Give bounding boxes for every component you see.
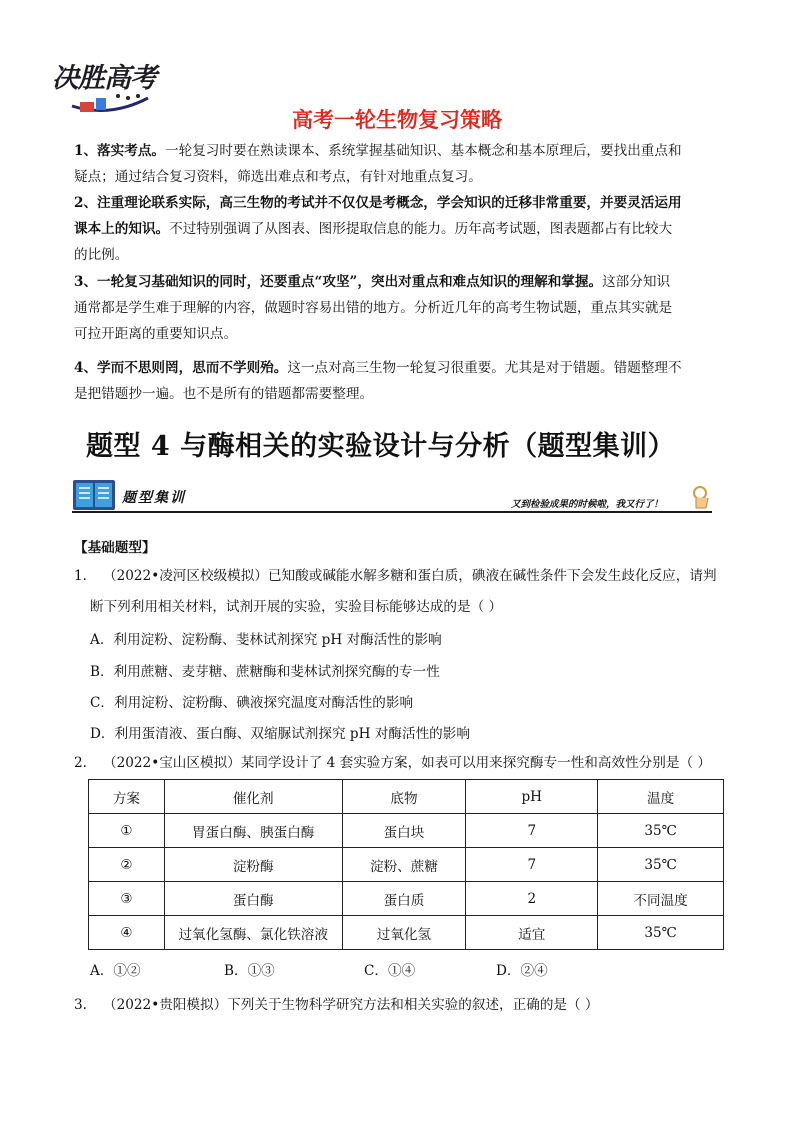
tip-4-line-1: 这一点对高三生物一轮复习很重要。尤其是对于错题。错题整理不 [287,360,682,376]
tip-3-line-2: 通常都是学生难于理解的内容，做题时容易出错的地方。分析近几年的高考生物试题，重点其实就是 [74,300,673,316]
question-3 [74,994,734,1016]
tip-2-line-3: 的比例。 [74,247,129,263]
document-title: 高考一轮生物复习策略 [292,108,502,132]
book-icon [72,478,116,512]
table-cell: 7 [466,814,598,848]
tip-3-line-3: 可拉开距离的重要知识点。 [74,326,238,342]
table-cell: 过氧化氢酶、氯化铁溶液 [164,916,342,950]
ok-hand-icon [690,484,712,510]
table-header: 催化剂 [164,780,342,814]
table-cell: 淀粉酶 [164,848,342,882]
question-2-option-c[interactable]: C．①④ [364,963,416,979]
tip-2-line-2: 不过特别强调了从图表、图形提取信息的能力。历年高考试题，图表题都占有比较大 [169,221,673,237]
table-header: 方案 [89,780,165,814]
sub-heading: 【基础题型】 [74,540,156,556]
question-1-number: 1. [74,568,87,584]
table-cell: ③ [89,882,165,916]
table-header: pH [466,780,598,814]
question-2 [74,752,734,774]
tip-4-heading: 4、学而不思则罔，思而不学则殆。 [74,360,288,376]
table-cell: 7 [466,848,598,882]
table-cell: 过氧化氢 [342,916,466,950]
tip-1 [74,138,724,190]
tip-1-heading: 1、落实考点。 [74,143,166,159]
table-row [89,916,724,950]
question-2-number: 2. [74,755,87,771]
table-cell: 胃蛋白酶、胰蛋白酶 [164,814,342,848]
question-1-line-1: （2022•凌河区校级模拟）已知酸或碱能水解多糖和蛋白质，碘液在碱性条件下会发生歧化反应，请判 [103,568,717,584]
question-2-line-1: （2022•宝山区模拟）某同学设计了 4 套实验方案，如表可以用来探究酶专一性和高效性分别是（ ） [103,755,711,771]
section-title: 题型 4 与酶相关的实验设计与分析（题型集训） [86,431,676,462]
table-cell: 35℃ [598,814,724,848]
tip-2-heading-2: 课本上的知识。 [74,221,170,237]
tip-1-line-1: 一轮复习时要在熟读课本、系统掌握基础知识、基本概念和基本原理后，要找出重点和 [165,143,682,159]
logo-text: 决胜高考 [52,63,156,94]
tip-4 [74,355,724,407]
table-header-row [89,780,724,814]
table-header: 底物 [342,780,466,814]
table-header: 温度 [598,780,724,814]
table-cell: 35℃ [598,848,724,882]
table-cell: ② [89,848,165,882]
experiment-table [88,779,724,950]
table-row [89,882,724,916]
question-1-option-c[interactable]: C．利用淀粉、淀粉酶、碘液探究温度对酶活性的影响 [90,695,414,711]
question-1-option-b[interactable]: B．利用蔗糖、麦芽糖、蔗糖酶和斐林试剂探究酶的专一性 [90,664,440,680]
banner-label: 题型集训 [122,490,186,506]
question-3-number: 3. [74,997,87,1013]
tip-3-heading: 3、一轮复习基础知识的同时，还要重点“攻坚”，突出对重点和难点知识的理解和掌握。 [74,274,603,290]
question-1 [74,565,734,618]
table-cell: 不同温度 [598,882,724,916]
banner-divider [72,511,712,513]
tip-4-line-2: 是把错题抄一遍。也不是所有的错题都需要整理。 [74,386,374,402]
table-cell: 35℃ [598,916,724,950]
tip-2 [74,190,724,268]
table-cell: 适宜 [466,916,598,950]
table-cell: 蛋白酶 [164,882,342,916]
table-cell: ④ [89,916,165,950]
tip-2-heading-1: 2、注重理论联系实际，高三生物的考试并不仅仅是考概念，学会知识的迁移非常重要，并要灵活运用 [74,195,682,211]
table-cell: 淀粉、蔗糖 [342,848,466,882]
tip-1-line-2: 疑点；通过结合复习资料，筛选出难点和考点，有针对地重点复习。 [74,169,482,185]
banner-slogan: 又到检验成果的时候啦，我又行了！ [511,499,664,510]
question-3-line-1: （2022•贵阳模拟）下列关于生物科学研究方法和相关实验的叙述，正确的是（ ） [103,997,599,1013]
table-cell: 蛋白质 [342,882,466,916]
question-1-option-a[interactable]: A．利用淀粉、淀粉酶、斐林试剂探究 pH 对酶活性的影响 [90,632,442,648]
question-1-line-2: 断下列利用相关材料，试剂开展的实验，实验目标能够达成的是（ ） [90,599,503,615]
table-cell: 蛋白块 [342,814,466,848]
question-2-option-b[interactable]: B．①③ [224,963,275,979]
table-row [89,814,724,848]
table-cell: ① [89,814,165,848]
tip-3-line-1: 这部分知识 [602,274,671,290]
table-row [89,848,724,882]
question-1-option-d[interactable]: D．利用蛋清液、蛋白酶、双缩脲试剂探究 pH 对酶活性的影响 [90,726,470,742]
question-2-option-d[interactable]: D．②④ [496,963,548,979]
table-cell: 2 [466,882,598,916]
question-2-option-a[interactable]: A．①② [90,963,141,979]
tip-3 [74,269,724,347]
